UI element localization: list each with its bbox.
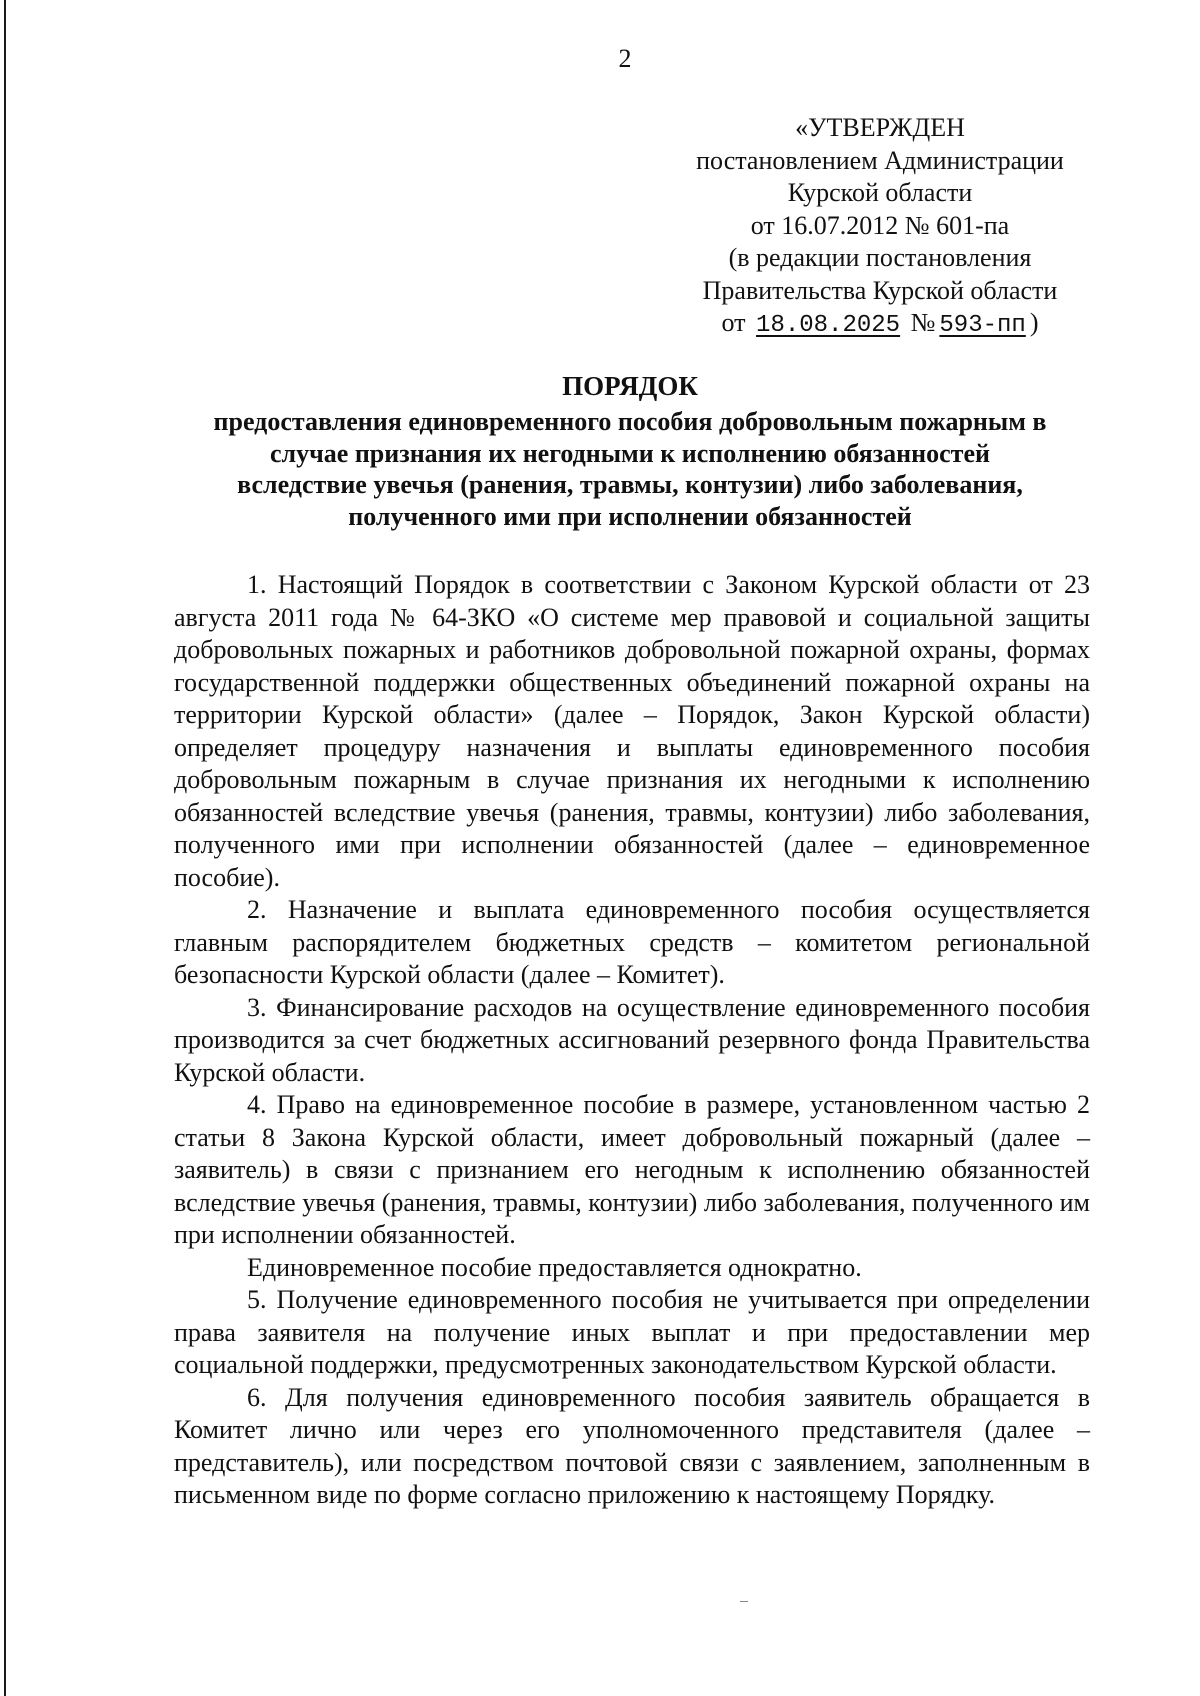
approval-line: от 16.07.2012 № 601-па xyxy=(750,210,1010,240)
date-value: 18.08.2025 xyxy=(756,312,901,339)
approval-date-line xyxy=(655,307,1105,343)
paragraph-4: 4. Право на единовременное пособие в размере, установленном частью 2 статьи 8 Закона Курской области, имеет добровольный пожарный (далее – заявитель) в связи с признанием его негодным к исполнению обязанностей вследствие увечья (ранения, травмы, контузии) либо заболевания, полученного им при исполнении обязанностей. xyxy=(174,1090,1090,1249)
subtitle-line: полученного ими при исполнении обязанностей xyxy=(348,501,912,531)
subtitle-line: случае признания их негодными к исполнению обязанностей xyxy=(270,438,990,468)
paragraph-5: 5. Получение единовременного пособия не учитывается при определении права заявителя на получение иных выплат и при предоставлении мер социальной поддержки, предусмотренных законодательством Курской области. xyxy=(174,1285,1090,1379)
approval-line: постановлением Администрации xyxy=(696,145,1064,175)
subtitle-line: вследствие увечья (ранения, травмы, контузии) либо заболевания, xyxy=(237,470,1023,499)
paragraph-2: 2. Назначение и выплата единовременного пособия осуществляется главным распорядителем бюджетных средств – комитетом региональной безопасности Курской области (далее – Комитет). xyxy=(174,895,1090,989)
approval-line: Правительства Курской области xyxy=(702,275,1058,305)
scan-speck xyxy=(740,1601,748,1602)
number-prefix: № xyxy=(910,308,936,337)
approval-line: (в редакции постановления xyxy=(728,243,1032,272)
date-prefix: от xyxy=(721,308,746,337)
document-body xyxy=(174,569,1090,1512)
subtitle-line: предоставления единовременного пособия добровольным пожарным в xyxy=(213,407,1047,436)
approval-stamp-block xyxy=(655,112,1105,343)
paragraph-3: 3. Финансирование расходов на осуществление единовременного пособия производится за счет бюджетных ассигнований резервного фонда Правительства Курской области. xyxy=(174,992,1090,1087)
paragraph-1: 1. Настоящий Порядок в соответствии с Законом Курской области от 23 августа 2011 года № 64-ЗКО «О системе мер правовой и социальной защиты добровольных пожарных и работников добровольной пожарной охраны, формах государственной поддержки общественных объединений пожарной охраны на территории Курской области» (далее – Порядок, Закон Курской области) определяет процедуру назначения и выплаты единовременного пособия добровольным пожарным в случае признания их негодными к исполнению обязанностей вследствие увечья (ранения, травмы, контузии) либо заболевания, полученного ими при исполнении обязанностей (далее – единовременное пособие). xyxy=(174,570,1090,892)
document-title: ПОРЯДОК xyxy=(562,371,698,401)
page-number: 2 xyxy=(618,44,632,73)
closing-paren: ) xyxy=(1029,308,1039,337)
approval-line: «УТВЕРЖДЕН xyxy=(795,113,965,142)
document-subtitle xyxy=(170,406,1090,532)
approval-line: Курской области xyxy=(787,178,973,207)
page-edge-line xyxy=(4,0,6,1696)
paragraph-one-time: Единовременное пособие предоставляется однократно. xyxy=(247,1252,862,1282)
number-value: 593-пп xyxy=(939,312,1026,339)
paragraph-6: 6. Для получения единовременного пособия заявитель обращается в Комитет лично или через его уполномоченного представителя (далее – представитель), или посредством почтовой связи с заявлением, заполненным в письменном виде по форме согласно приложению к настоящему Порядку. xyxy=(174,1382,1090,1509)
